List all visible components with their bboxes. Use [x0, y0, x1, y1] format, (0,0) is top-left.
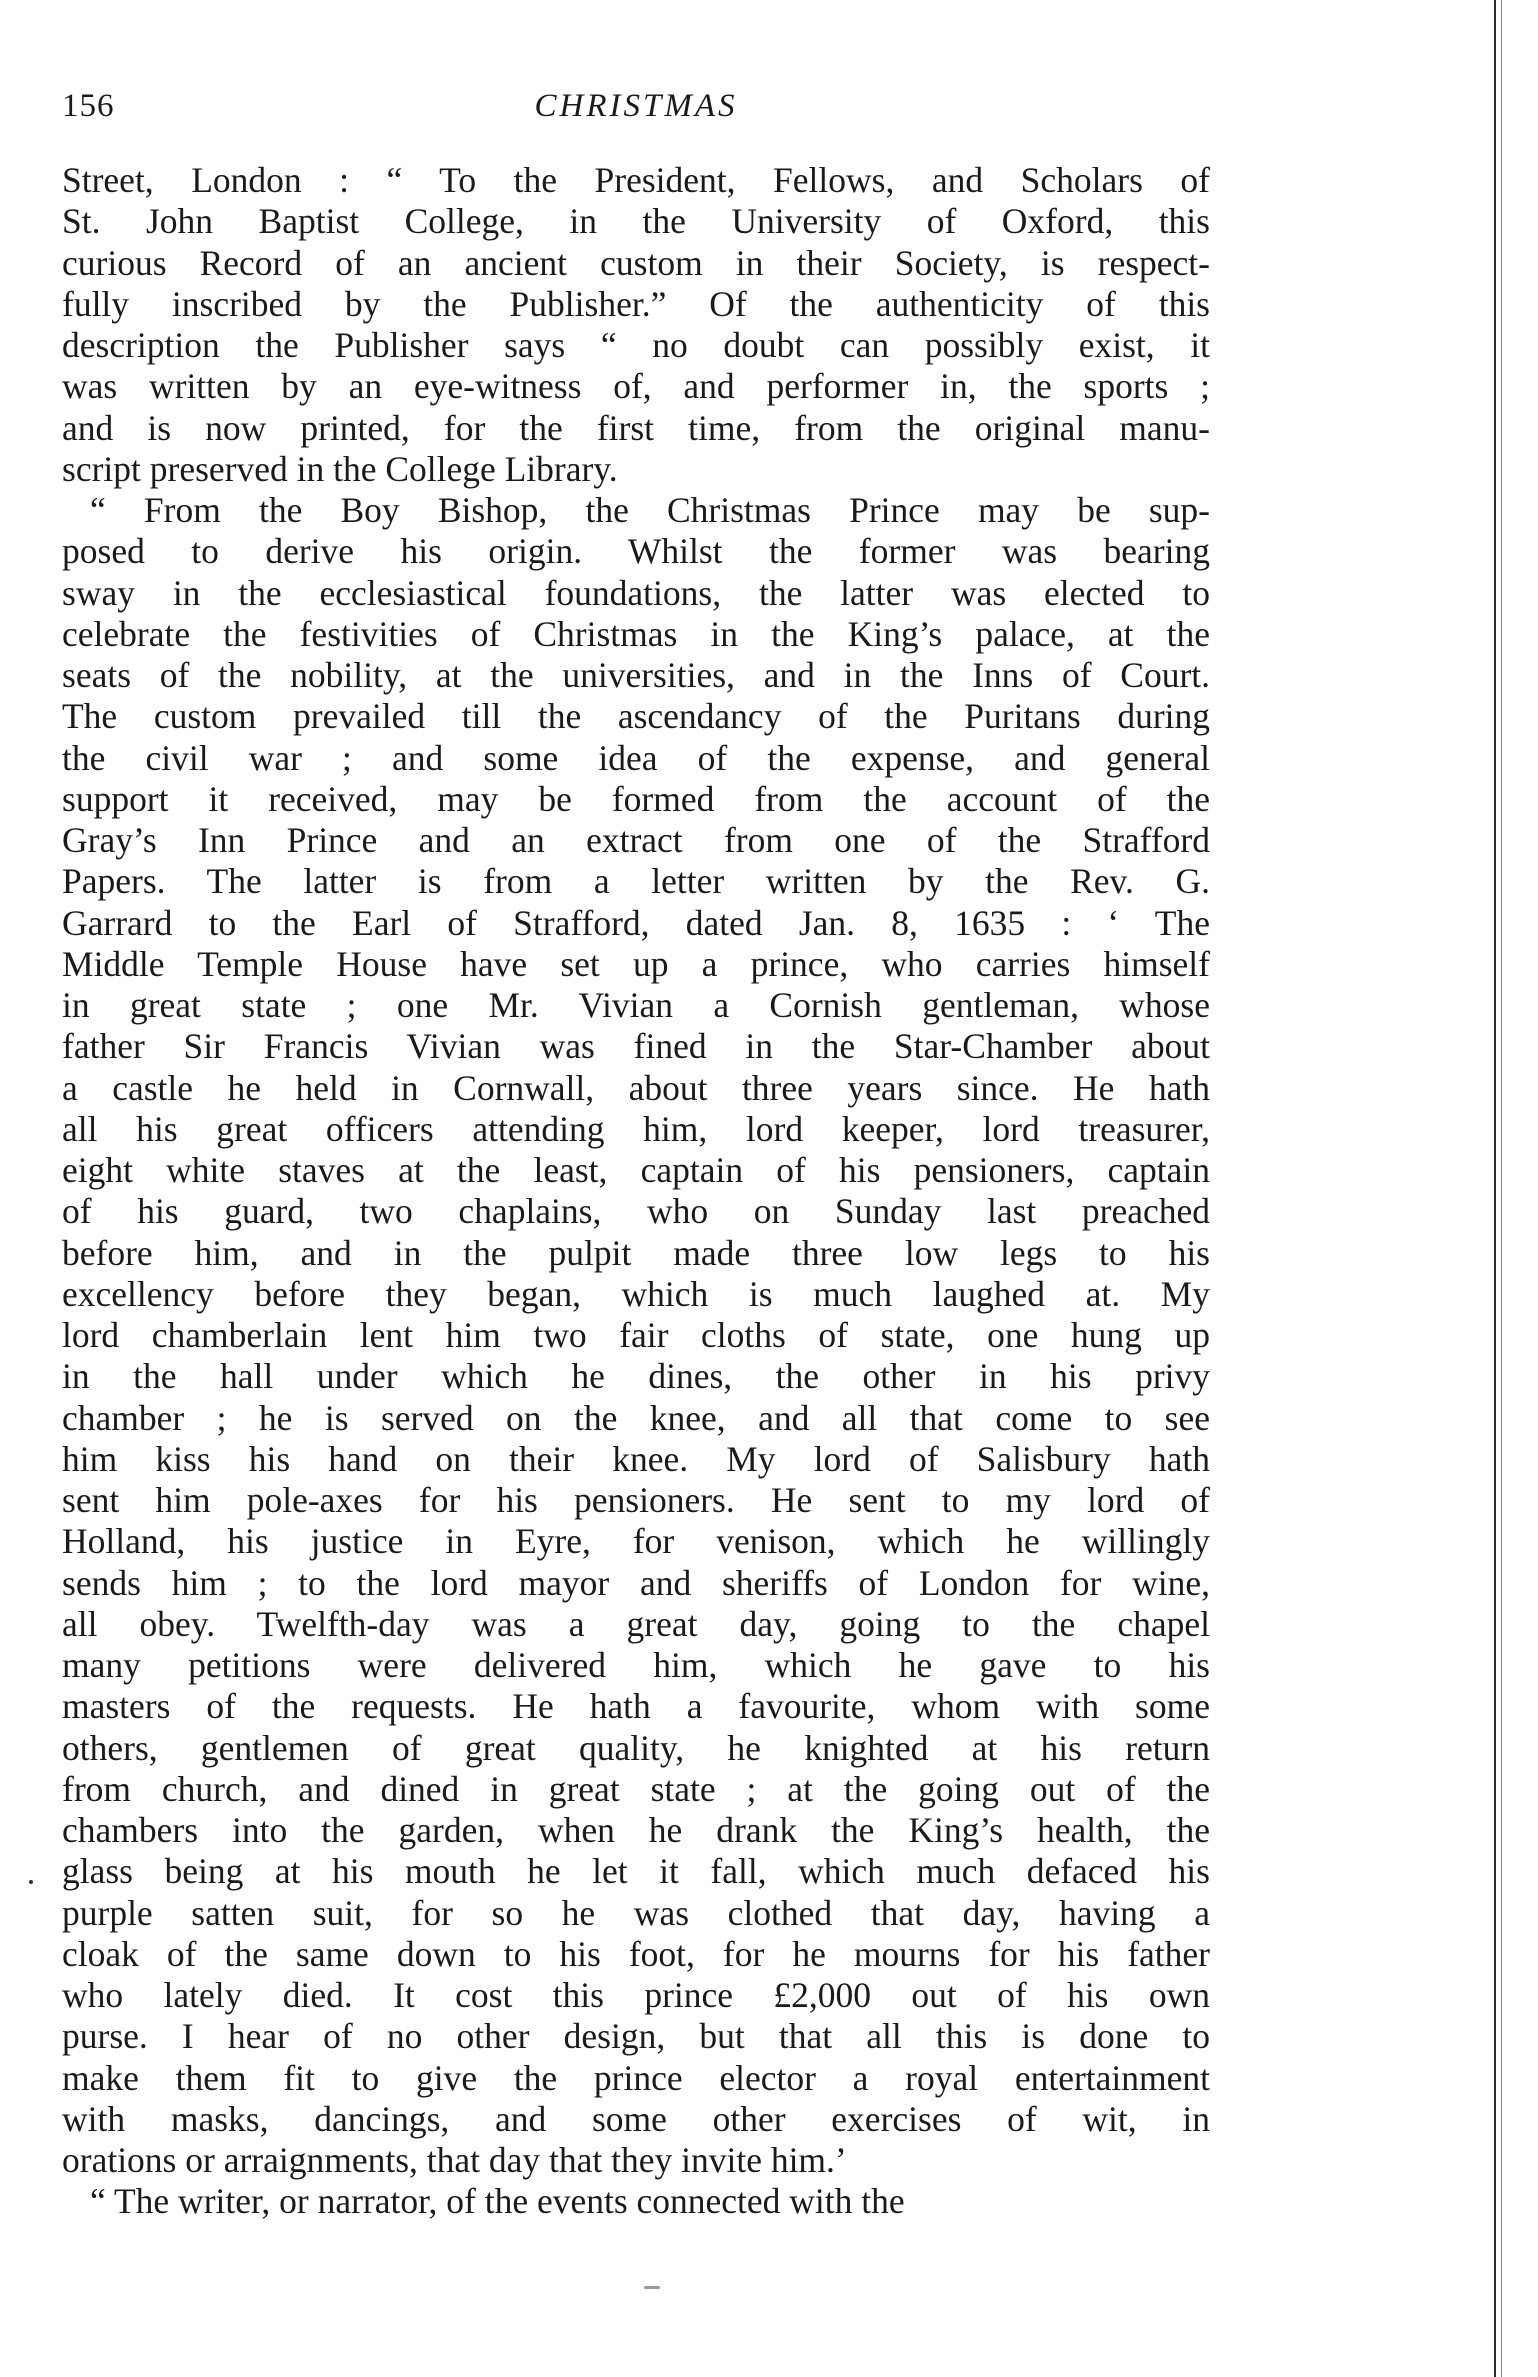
- text-line: masters of the requests. He hath a favourite, whom with some: [62, 1686, 1210, 1727]
- text-line: and is now printed, for the first time, from the original manu-: [62, 407, 1210, 448]
- text-line: cloak of the same down to his foot, for he mourns for his father: [62, 1933, 1210, 1974]
- text-line: chambers into the garden, when he drank the King’s health, the: [62, 1810, 1210, 1850]
- text-line: script preserved in the College Library.: [62, 448, 618, 489]
- text-line: him kiss his hand on their knee. My lord of Salisbury hath: [62, 1438, 1210, 1479]
- text-line: “ From the Boy Bishop, the Christmas Prince may be sup-: [90, 490, 1210, 530]
- text-line: support it received, may be formed from the account of the: [62, 778, 1210, 819]
- text-line: St. John Baptist College, in the University of Oxford, this: [62, 201, 1210, 242]
- text-line: purse. I hear of no other design, but that all this is done to: [62, 2016, 1210, 2057]
- text-line: purple satten suit, for so he was clothed that day, having a: [62, 1892, 1210, 1933]
- text-line: all obey. Twelfth-day was a great day, going to the chapel: [62, 1603, 1210, 1644]
- text-line: Papers. The latter is from a letter written by the Rev. G.: [62, 861, 1210, 902]
- text-line: with masks, dancings, and some other exercises of wit, in: [62, 2098, 1210, 2139]
- body-text: [62, 160, 1210, 2223]
- text-line: Gray’s Inn Prince and an extract from one of the Strafford: [62, 820, 1210, 860]
- margin-dot: [29, 1880, 33, 1884]
- text-line: sends him ; to the lord mayor and sheriffs of London for wine,: [62, 1562, 1210, 1603]
- text-line: sway in the ecclesiastical foundations, the latter was elected to: [62, 572, 1210, 613]
- text-line: “ The writer, or narrator, of the events connected with the: [90, 2181, 905, 2222]
- text-line: seats of the nobility, at the universities, and in the Inns of Court.: [62, 655, 1210, 695]
- text-line: in the hall under which he dines, the other in his privy: [62, 1356, 1210, 1397]
- text-line: Street, London : “ To the President, Fellows, and Scholars of: [62, 160, 1210, 200]
- text-line: Garrard to the Earl of Strafford, dated Jan. 8, 1635 : ‘ The: [62, 902, 1210, 943]
- text-line: lord chamberlain lent him two fair cloths of state, one hung up: [62, 1315, 1210, 1355]
- text-line: posed to derive his origin. Whilst the former was bearing: [62, 531, 1210, 572]
- margin-rule-faint: [1501, 0, 1502, 2377]
- text-line: sent him pole-axes for his pensioners. He sent to my lord of: [62, 1480, 1210, 1520]
- text-line: celebrate the festivities of Christmas in the King’s palace, at the: [62, 613, 1210, 654]
- text-line: description the Publisher says “ no doubt can possibly exist, it: [62, 325, 1210, 365]
- text-line: in great state ; one Mr. Vivian a Cornish gentleman, whose: [62, 985, 1210, 1025]
- text-line: Holland, his justice in Eyre, for venison, which he willingly: [62, 1521, 1210, 1562]
- text-line: others, gentlemen of great quality, he knighted at his return: [62, 1727, 1210, 1768]
- page-number: 156: [62, 88, 115, 124]
- text-line: before him, and in the pulpit made three low legs to his: [62, 1232, 1210, 1273]
- running-head: CHRISTMAS: [534, 88, 738, 124]
- text-line: fully inscribed by the Publisher.” Of the authenticity of this: [62, 283, 1210, 324]
- text-line: who lately died. It cost this prince £2,000 out of his own: [62, 1975, 1210, 2015]
- text-line: of his guard, two chaplains, who on Sunday last preached: [62, 1191, 1210, 1232]
- page-header: [62, 88, 1210, 138]
- text-line: all his great officers attending him, lord keeper, lord treasurer,: [62, 1108, 1210, 1149]
- text-line: was written by an eye-witness of, and performer in, the sports ;: [62, 366, 1210, 407]
- text-line: make them fit to give the prince elector a royal entertainment: [62, 2057, 1210, 2098]
- text-line: many petitions were delivered him, which he gave to his: [62, 1645, 1210, 1685]
- print-speck: [644, 2286, 660, 2289]
- text-line: a castle he held in Cornwall, about three years since. He hath: [62, 1067, 1210, 1108]
- text-line: The custom prevailed till the ascendancy of the Puritans during: [62, 696, 1210, 737]
- text-line: excellency before they began, which is much laughed at. My: [62, 1273, 1210, 1314]
- text-line: curious Record of an ancient custom in their Society, is respect-: [62, 242, 1210, 283]
- text-line: eight white staves at the least, captain of his pensioners, captain: [62, 1150, 1210, 1190]
- text-line: the civil war ; and some idea of the expense, and general: [62, 737, 1210, 778]
- text-line: father Sir Francis Vivian was fined in the Star-Chamber about: [62, 1026, 1210, 1067]
- text-line: orations or arraignments, that day that they invite him.’: [62, 2140, 847, 2180]
- text-line: from church, and dined in great state ; at the going out of the: [62, 1768, 1210, 1809]
- text-line: glass being at his mouth he let it fall, which much defaced his: [62, 1851, 1210, 1892]
- text-line: chamber ; he is served on the knee, and all that come to see: [62, 1397, 1210, 1438]
- margin-rule: [1494, 0, 1496, 2377]
- text-line: Middle Temple House have set up a prince, who carries himself: [62, 943, 1210, 984]
